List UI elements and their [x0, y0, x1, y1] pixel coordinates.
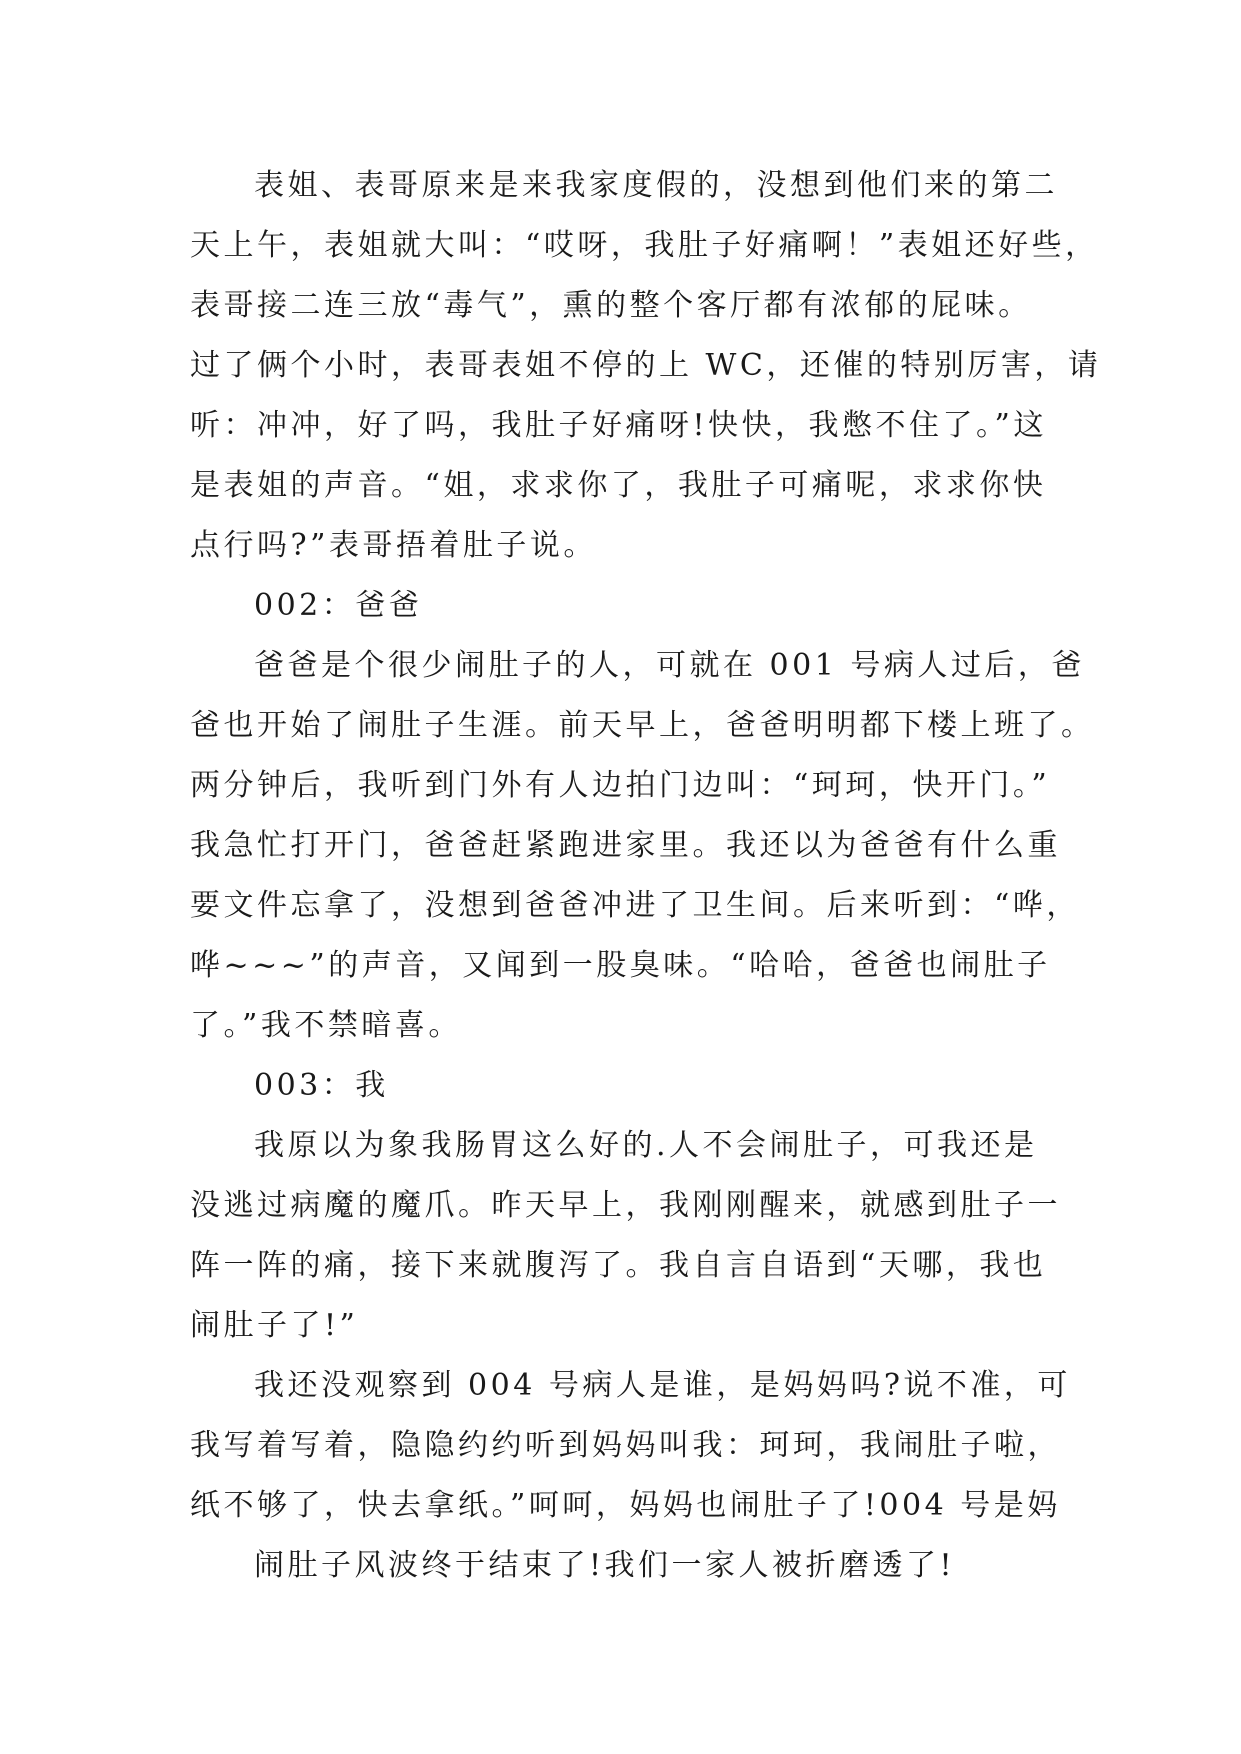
- text-line: 我写着写着，隐隐约约听到妈妈叫我：珂珂，我闹肚子啦，: [190, 1428, 1061, 1463]
- paragraph-cousins: [190, 156, 1102, 576]
- text-line: 爸爸是个很少闹肚子的人，可就在 001 号病人过后，爸: [254, 648, 1085, 683]
- paragraph-dad: [190, 636, 1095, 1056]
- text-line: 哗~~~”的声音，又闻到一股臭味。“哈哈，爸爸也闹肚子: [190, 948, 1051, 983]
- text-line: 阵一阵的痛，接下来就腹泻了。我自言自语到“天哪，我也: [190, 1248, 1047, 1283]
- paragraph-ending: [190, 1536, 1070, 1596]
- text-line: 我原以为象我肠胃这么好的.人不会闹肚子，可我还是: [254, 1128, 1038, 1163]
- text-line: 要文件忘拿了，没想到爸爸冲进了卫生间。后来听到：“哗，: [190, 888, 1080, 923]
- text-line: 爸也开始了闹肚子生涯。前天早上，爸爸明明都下楼上班了。: [190, 708, 1095, 743]
- text-line: 两分钟后，我听到门外有人边拍门边叫：“珂珂，快开门。”: [190, 768, 1051, 803]
- section-heading-text: 003：我: [254, 1068, 389, 1103]
- text-line: 了。”我不禁暗喜。: [190, 1008, 462, 1043]
- text-line: 我还没观察到 004 号病人是谁，是妈妈吗?说不准，可: [254, 1368, 1071, 1403]
- paragraph-mom: [190, 1356, 1070, 1536]
- text-line: 天上午，表姐就大叫：“哎呀，我肚子好痛啊！”表姐还好些，: [190, 228, 1099, 263]
- text-line: 表姐、表哥原来是来我家度假的，没想到他们来的第二: [254, 168, 1058, 203]
- paragraph-me: [190, 1116, 1070, 1356]
- text-line: 闹肚子了!”: [190, 1308, 359, 1343]
- text-line: 没逃过病魔的魔爪。昨天早上，我刚刚醒来，就感到肚子一: [190, 1188, 1061, 1223]
- text-line: 闹肚子风波终于结束了!我们一家人被折磨透了!: [254, 1548, 956, 1583]
- text-line: 过了俩个小时，表哥表姐不停的上 WC，还催的特别厉害，请: [190, 348, 1102, 383]
- section-heading-text: 002：爸爸: [254, 588, 423, 623]
- text-line: 纸不够了，快去拿纸。”呵呵，妈妈也闹肚子了!004 号是妈: [190, 1488, 1061, 1523]
- text-line: 点行吗?”表哥捂着肚子说。: [190, 528, 597, 563]
- text-line: 表哥接二连三放“毒气”，熏的整个客厅都有浓郁的屁味。: [190, 288, 1032, 323]
- section-heading-003: [190, 1056, 1070, 1116]
- text-line: 听：冲冲，好了吗，我肚子好痛呀!快快，我憋不住了。”这: [190, 408, 1047, 443]
- text-line: 是表姐的声音。“姐，求求你了，我肚子可痛呢，求求你快: [190, 468, 1047, 503]
- section-heading-002: [190, 576, 1070, 636]
- text-line: 我急忙打开门，爸爸赶紧跑进家里。我还以为爸爸有什么重: [190, 828, 1061, 863]
